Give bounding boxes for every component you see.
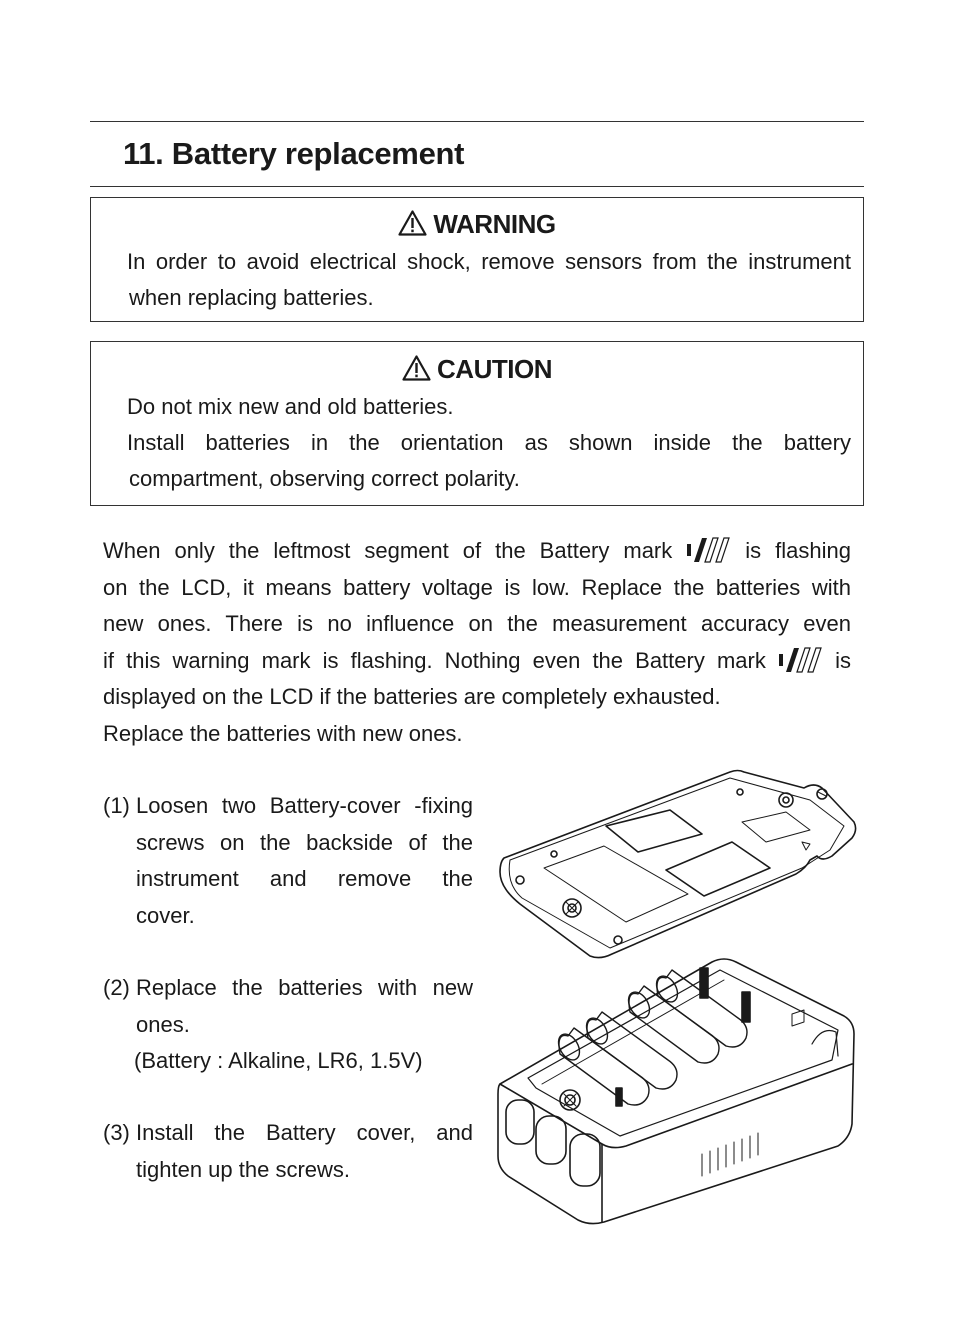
battery-segment-icon — [686, 536, 731, 564]
step-number: (1) — [103, 793, 130, 818]
page-title: 11. Battery replacement — [123, 136, 465, 171]
caution-line-3: compartment, observing correct polarity. — [129, 466, 520, 491]
step-number: (3) — [103, 1120, 130, 1145]
battery-segment-icon — [778, 646, 823, 674]
battery-compartment-illustration — [492, 764, 864, 1226]
intro-line-3: new ones. There is no influence on the measurement accuracy even — [103, 611, 851, 636]
warning-triangle-icon — [402, 355, 431, 381]
intro-line-6: Replace the batteries with new ones. — [103, 720, 463, 746]
intro-line-5: displayed on the LCD if the batteries are completely exhausted. — [103, 684, 721, 709]
intro-line-2: on the LCD, it means battery voltage is low. Replace the batteries with — [103, 574, 851, 600]
caution-box — [90, 341, 864, 506]
step-1-line-4: cover. — [136, 902, 195, 928]
intro-text-1a: When only the leftmost segment of the Battery mark — [103, 538, 673, 563]
step-3-line-2: tighten up the screws. — [136, 1156, 351, 1182]
step-number: (2) — [103, 975, 130, 1000]
top-rule — [90, 121, 864, 122]
intro-text-1b: is flashing — [745, 538, 851, 563]
step-2-note: (Battery : Alkaline, LR6, 1.5V) — [134, 1048, 423, 1073]
step-2-line-2: ones. — [136, 1011, 190, 1037]
step-3-line-1: Install the Battery cover, and — [136, 1120, 473, 1145]
intro-line-4 — [103, 643, 851, 680]
intro-line-1 — [103, 533, 851, 570]
warning-heading-text: WARNING — [433, 209, 556, 239]
intro-text-4a: if this warning mark is flashing. Nothing even the Battery mark — [103, 647, 766, 673]
caution-heading — [91, 354, 863, 384]
intro-text-4b: is — [835, 647, 851, 673]
step-2-line-1: Replace the batteries with new — [136, 975, 473, 1000]
warning-box — [90, 197, 864, 322]
caution-heading-text: CAUTION — [437, 354, 552, 384]
caution-line-2: Install batteries in the orientation as shown inside the battery — [127, 430, 851, 455]
warning-triangle-icon — [398, 210, 427, 236]
caution-line-1: Do not mix new and old batteries. — [127, 394, 454, 419]
title-rule — [90, 186, 864, 187]
warning-line-2: when replacing batteries. — [129, 285, 374, 310]
warning-line-1: In order to avoid electrical shock, remove sensors from the instrument — [127, 249, 851, 274]
step-1-line-2: screws on the backside of the — [136, 829, 473, 855]
intro-paragraph — [103, 533, 851, 752]
warning-heading — [91, 209, 863, 239]
step-1-line-1: Loosen two Battery-cover -fixing — [136, 793, 473, 818]
step-1-line-3: instrument and remove the — [136, 866, 473, 891]
